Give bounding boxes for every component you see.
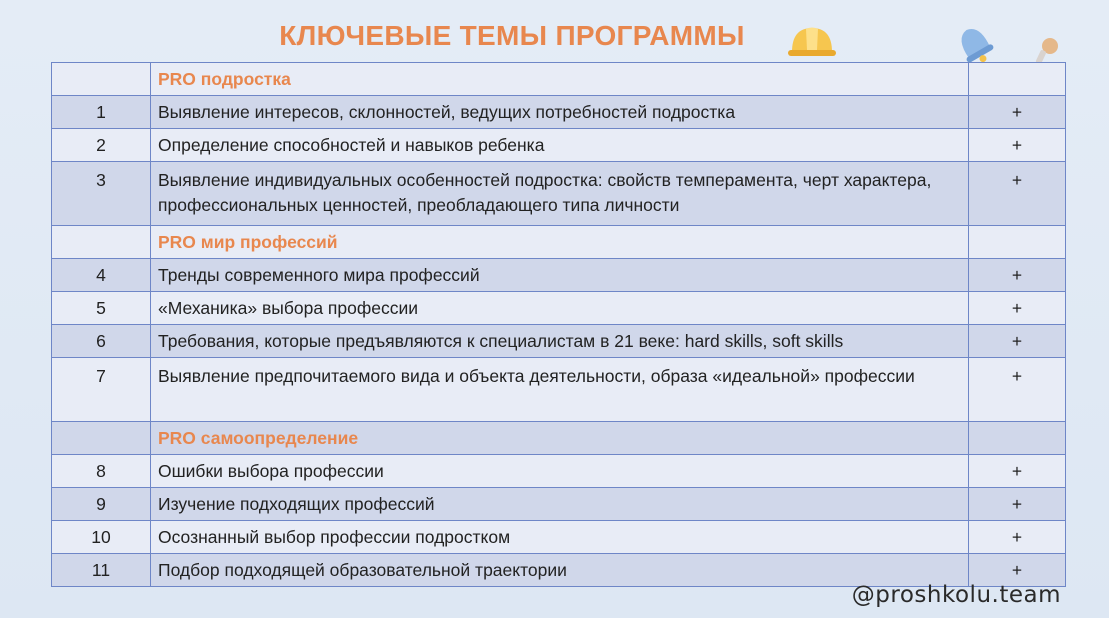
table-row [52,325,1066,358]
table-row [52,292,1066,325]
topic-cell: Изучение подходящих профессий [151,488,969,521]
section-title-cell: PRO мир профессий [151,226,969,259]
row-number-cell: 8 [52,455,151,488]
row-number-cell [52,226,151,259]
row-number-cell: 11 [52,554,151,587]
topic-cell: Подбор подходящей образовательной траектории [151,554,969,587]
table-row [52,129,1066,162]
mark-cell: + [969,259,1066,292]
row-number-cell [52,63,151,96]
topic-cell: Ошибки выбора профессии [151,455,969,488]
topic-cell: Определение способностей и навыков ребенка [151,129,969,162]
row-number-cell: 6 [52,325,151,358]
row-number-cell: 4 [52,259,151,292]
row-number-cell: 1 [52,96,151,129]
social-handle: @proshkolu.team [851,582,1061,608]
bell-icon [950,18,998,68]
topic-cell: Осознанный выбор профессии подростком [151,521,969,554]
topic-cell: Выявление индивидуальных особенностей подростка: свойств темперамента, черт характера, профессиональных ценностей, преобладающего типа личности [151,162,969,226]
mark-cell [969,63,1066,96]
program-table [51,62,1066,587]
topic-cell: Выявление интересов, склонностей, ведущих потребностей подростка [151,96,969,129]
mark-cell: + [969,162,1066,226]
topic-cell: Тренды современного мира профессий [151,259,969,292]
section-row [52,422,1066,455]
section-row [52,63,1066,96]
mark-cell: + [969,521,1066,554]
mark-cell: + [969,358,1066,422]
mark-cell [969,422,1066,455]
row-number-cell: 9 [52,488,151,521]
section-title-cell: PRO самоопределение [151,422,969,455]
mark-cell: + [969,292,1066,325]
mark-cell: + [969,325,1066,358]
topic-cell: Выявление предпочитаемого вида и объекта деятельности, образа «идеальной» профессии [151,358,969,422]
mark-cell [969,226,1066,259]
topic-cell: «Механика» выбора профессии [151,292,969,325]
row-number-cell: 10 [52,521,151,554]
mark-cell: + [969,96,1066,129]
topic-cell: Требования, которые предъявляются к специалистам в 21 веке: hard skills, soft skills [151,325,969,358]
hard-hat-icon [786,22,838,60]
section-row [52,226,1066,259]
table-row [52,358,1066,422]
mark-cell: + [969,554,1066,587]
table-body [52,63,1066,587]
row-number-cell: 3 [52,162,151,226]
section-title-cell: PRO подростка [151,63,969,96]
row-number-cell: 7 [52,358,151,422]
row-number-cell: 2 [52,129,151,162]
mark-cell: + [969,455,1066,488]
table-row [52,488,1066,521]
table-row [52,96,1066,129]
table-row [52,259,1066,292]
table-row [52,455,1066,488]
row-number-cell: 5 [52,292,151,325]
row-number-cell [52,422,151,455]
mark-cell: + [969,129,1066,162]
page-title: КЛЮЧЕВЫЕ ТЕМЫ ПРОГРАММЫ [279,20,745,51]
table-row [52,162,1066,226]
table-row [52,521,1066,554]
mark-cell: + [969,488,1066,521]
